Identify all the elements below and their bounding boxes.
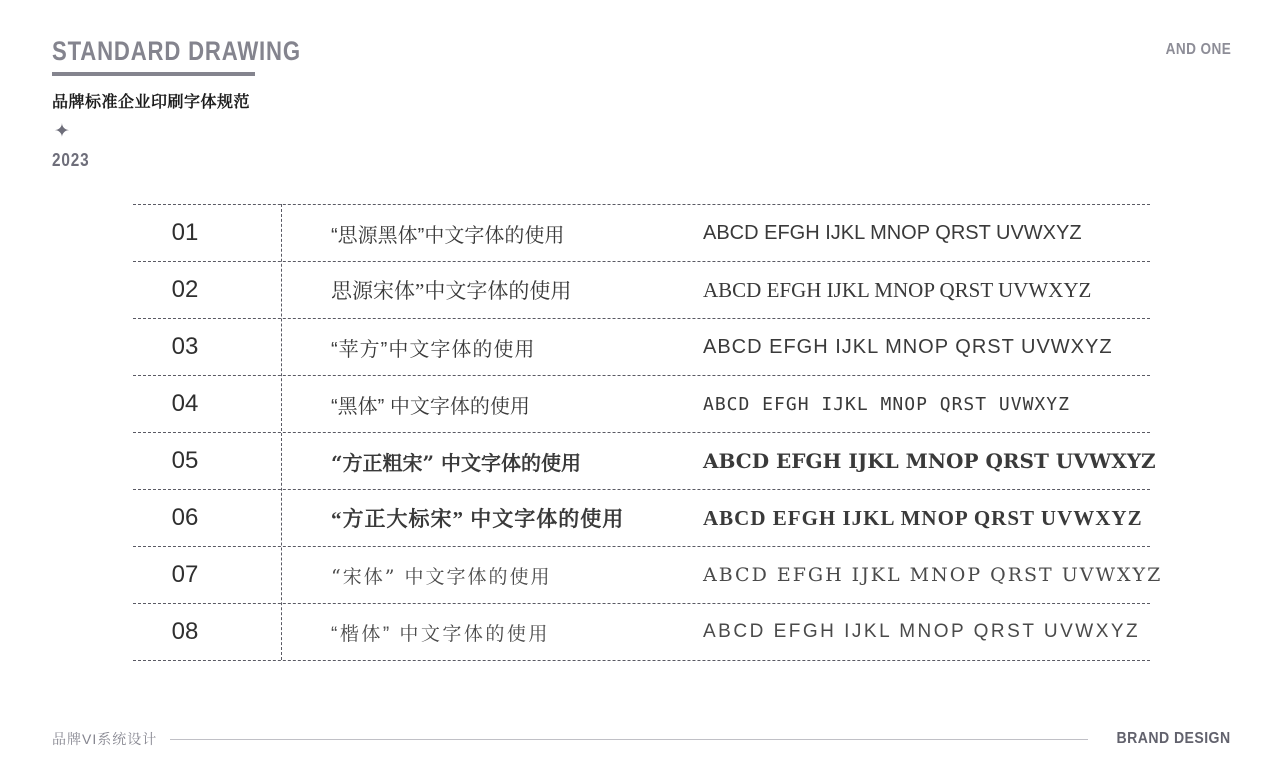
font-name-label: “黑体” 中文字体的使用 bbox=[331, 395, 530, 418]
title-underline bbox=[52, 72, 255, 76]
table-row bbox=[133, 261, 1150, 318]
table-row bbox=[133, 375, 1150, 432]
row-number: 02 bbox=[171, 276, 199, 303]
row-number: 01 bbox=[171, 219, 199, 246]
row-number: 04 bbox=[171, 390, 199, 417]
font-name-label: “方正大标宋” 中文字体的使用 bbox=[331, 507, 625, 531]
row-number: 05 bbox=[171, 447, 199, 474]
page-footer bbox=[52, 729, 1231, 749]
latin-sample: ABCD EFGH IJKL MNOP QRST UVWXYZ bbox=[703, 621, 1141, 642]
table-row bbox=[133, 489, 1150, 546]
font-name-label: 思源宋体”中文字体的使用 bbox=[331, 279, 572, 303]
table-row bbox=[133, 603, 1150, 660]
row-number: 07 bbox=[171, 561, 199, 588]
table-row bbox=[133, 432, 1156, 489]
latin-sample: ABCD EFGH IJKL MNOP QRST UVWXYZ bbox=[703, 564, 1163, 586]
page-header bbox=[52, 36, 355, 171]
brand-name-top: AND ONE bbox=[1165, 41, 1231, 58]
footer-divider-line bbox=[170, 739, 1088, 740]
latin-sample: ABCD EFGH IJKL MNOP QRST UVWXYZ bbox=[703, 393, 1070, 415]
page-subtitle: 品牌标准企业印刷字体规范 bbox=[52, 94, 251, 111]
font-name-label: “方正粗宋” 中文字体的使用 bbox=[331, 450, 581, 475]
row-number: 08 bbox=[171, 618, 199, 645]
font-name-label: “苹方”中文字体的使用 bbox=[331, 338, 536, 361]
page-title: STANDARD DRAWING bbox=[52, 36, 301, 66]
latin-sample: ABCD EFGH IJKL MNOP QRST UVWXYZ bbox=[703, 449, 1156, 473]
table-row bbox=[133, 546, 1163, 603]
latin-sample: ABCD EFGH IJKL MNOP QRST UVWXYZ bbox=[703, 505, 1143, 530]
footer-right-label: BRAND DESIGN bbox=[1116, 730, 1231, 747]
sparkle-icon: ✦ bbox=[54, 121, 70, 142]
latin-sample: ABCD EFGH IJKL MNOP QRST UVWXYZ bbox=[703, 221, 1082, 244]
footer-left-label: 品牌VI系统设计 bbox=[52, 731, 158, 747]
latin-sample: ABCD EFGH IJKL MNOP QRST UVWXYZ bbox=[703, 277, 1092, 302]
latin-sample: ABCD EFGH IJKL MNOP QRST UVWXYZ bbox=[703, 335, 1113, 358]
year-label: 2023 bbox=[52, 150, 90, 170]
font-spec-table bbox=[133, 204, 1163, 661]
column-divider-line bbox=[281, 204, 282, 660]
table-row bbox=[133, 204, 1150, 261]
row-number: 06 bbox=[171, 504, 199, 531]
table-row bbox=[133, 318, 1150, 375]
row-number: 03 bbox=[171, 333, 199, 360]
font-name-label: “宋体” 中文字体的使用 bbox=[331, 565, 552, 588]
font-name-label: “楷体” 中文字体的使用 bbox=[331, 623, 550, 645]
font-name-label: “思源黑体”中文字体的使用 bbox=[331, 224, 565, 247]
